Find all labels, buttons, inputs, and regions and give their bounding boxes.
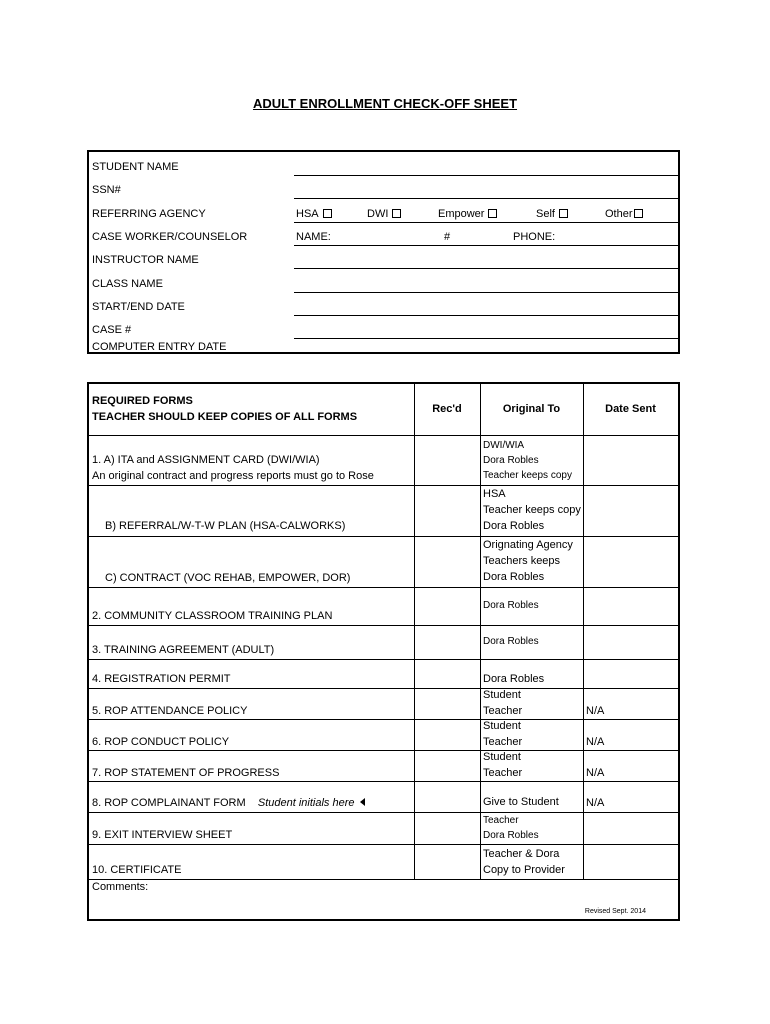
required-forms-heading: REQUIRED FORMS bbox=[92, 395, 193, 407]
form-name: 3. TRAINING AGREEMENT (ADULT) bbox=[92, 644, 275, 656]
row-divider bbox=[89, 625, 678, 626]
form-name: 7. ROP STATEMENT OF PROGRESS bbox=[92, 767, 280, 779]
student-name-field[interactable] bbox=[294, 175, 678, 176]
original-to: Copy to Provider bbox=[483, 864, 565, 876]
form-name: 10. CERTIFICATE bbox=[92, 864, 182, 876]
column-divider bbox=[583, 384, 584, 879]
original-to: Dora Robles bbox=[483, 830, 539, 841]
checkbox-icon[interactable] bbox=[323, 209, 332, 218]
case-worker-number-label: # bbox=[444, 231, 451, 243]
computer-entry-date-label: COMPUTER ENTRY DATE bbox=[92, 341, 227, 353]
original-to: Teacher keeps copy bbox=[483, 470, 572, 481]
original-to: Student bbox=[483, 751, 521, 763]
original-to: Student bbox=[483, 689, 521, 701]
triangle-left-icon bbox=[360, 798, 365, 806]
original-to: Dora Robles bbox=[483, 673, 545, 685]
original-to: Dora Robles bbox=[483, 520, 545, 532]
checkbox-icon[interactable] bbox=[488, 209, 497, 218]
agency-option-self[interactable]: Self bbox=[536, 208, 568, 220]
agency-option-dwi[interactable]: DWI bbox=[367, 208, 401, 220]
form-name: 2. COMMUNITY CLASSROOM TRAINING PLAN bbox=[92, 610, 333, 622]
row-divider bbox=[89, 587, 678, 588]
instructor-name-field[interactable] bbox=[294, 268, 678, 269]
case-worker-field[interactable] bbox=[294, 245, 678, 246]
column-divider bbox=[414, 384, 415, 879]
row-divider bbox=[89, 879, 678, 880]
checkbox-icon[interactable] bbox=[392, 209, 401, 218]
form-name: 6. ROP CONDUCT POLICY bbox=[92, 736, 230, 748]
original-to: Teacher bbox=[483, 815, 519, 826]
original-to-column-header: Original To bbox=[502, 403, 561, 415]
recd-column-header: Rec'd bbox=[432, 403, 462, 415]
original-to: Teacher bbox=[483, 705, 523, 717]
original-to: Teacher keeps copy bbox=[483, 504, 581, 516]
comments-label: Comments: bbox=[92, 881, 149, 893]
instructor-name-label: INSTRUCTOR NAME bbox=[92, 254, 199, 266]
original-to: Dora Robles bbox=[483, 600, 539, 611]
date-sent: N/A bbox=[586, 705, 605, 717]
form-name: 4. REGISTRATION PERMIT bbox=[92, 673, 231, 685]
agency-option-empower[interactable]: Empower bbox=[438, 208, 497, 220]
original-to: DWI/WIA bbox=[483, 440, 525, 451]
original-to: Dora Robles bbox=[483, 571, 545, 583]
row-divider bbox=[89, 719, 678, 720]
agency-option-other[interactable]: Other bbox=[605, 208, 643, 220]
original-to: Teacher bbox=[483, 736, 523, 748]
row-divider bbox=[89, 659, 678, 660]
case-worker-label: CASE WORKER/COUNSELOR bbox=[92, 231, 248, 243]
row-divider bbox=[89, 781, 678, 782]
row-divider bbox=[89, 435, 678, 436]
ssn-field[interactable] bbox=[294, 198, 678, 199]
agency-option-hsa[interactable]: HSA bbox=[296, 208, 332, 220]
original-to: Teachers keeps bbox=[483, 555, 561, 567]
original-to: Orignating Agency bbox=[483, 539, 573, 551]
student-name-label: STUDENT NAME bbox=[92, 161, 179, 173]
case-worker-name-label: NAME: bbox=[296, 231, 331, 243]
date-sent: N/A bbox=[586, 736, 605, 748]
row-divider bbox=[89, 688, 678, 689]
form-name: 1. A) ITA and ASSIGNMENT CARD (DWI/WIA) bbox=[92, 454, 320, 466]
referring-agency-line bbox=[294, 222, 678, 223]
row-divider bbox=[89, 536, 678, 537]
class-name-field[interactable] bbox=[294, 292, 678, 293]
start-end-date-label: START/END DATE bbox=[92, 301, 185, 313]
form-name: 8. ROP COMPLAINANT FORM Student initials here bbox=[92, 795, 365, 811]
original-to: Teacher & Dora bbox=[483, 848, 560, 860]
row-divider bbox=[89, 812, 678, 813]
form-name: 9. EXIT INTERVIEW SHEET bbox=[92, 829, 233, 841]
date-sent-column-header: Date Sent bbox=[605, 403, 656, 415]
original-to: Give to Student bbox=[483, 796, 559, 808]
form-name: B) REFERRAL/W-T-W PLAN (HSA-CALWORKS) bbox=[105, 520, 346, 532]
row-divider bbox=[89, 750, 678, 751]
date-sent: N/A bbox=[586, 767, 605, 779]
class-name-label: CLASS NAME bbox=[92, 278, 163, 290]
case-number-field[interactable] bbox=[294, 338, 678, 339]
teacher-note-heading: TEACHER SHOULD KEEP COPIES OF ALL FORMS bbox=[92, 411, 358, 423]
start-end-date-field[interactable] bbox=[294, 315, 678, 316]
original-to: Dora Robles bbox=[483, 455, 539, 466]
revision-note: Revised Sept. 2014 bbox=[584, 908, 646, 915]
ssn-label: SSN# bbox=[92, 184, 121, 196]
original-to: Teacher bbox=[483, 767, 523, 779]
form-name: 5. ROP ATTENDANCE POLICY bbox=[92, 705, 248, 717]
column-divider bbox=[480, 384, 481, 879]
case-number-label: CASE # bbox=[92, 324, 132, 336]
original-to: Student bbox=[483, 720, 521, 732]
row-divider bbox=[89, 485, 678, 486]
referring-agency-label: REFERRING AGENCY bbox=[92, 208, 206, 220]
original-to: Dora Robles bbox=[483, 636, 539, 647]
date-sent: N/A bbox=[586, 797, 605, 809]
case-worker-phone-label: PHONE: bbox=[513, 231, 556, 243]
checkbox-icon[interactable] bbox=[634, 209, 643, 218]
student-initials-note: Student initials here bbox=[257, 797, 355, 809]
page-title: ADULT ENROLLMENT CHECK-OFF SHEET bbox=[252, 96, 518, 111]
checkbox-icon[interactable] bbox=[559, 209, 568, 218]
row-divider bbox=[89, 844, 678, 845]
student-info-box bbox=[87, 150, 680, 354]
original-to: HSA bbox=[483, 488, 506, 500]
form-note: An original contract and progress reports must go to Rose bbox=[92, 470, 374, 482]
required-forms-table bbox=[87, 382, 680, 921]
form-name: C) CONTRACT (VOC REHAB, EMPOWER, DOR) bbox=[105, 572, 351, 584]
